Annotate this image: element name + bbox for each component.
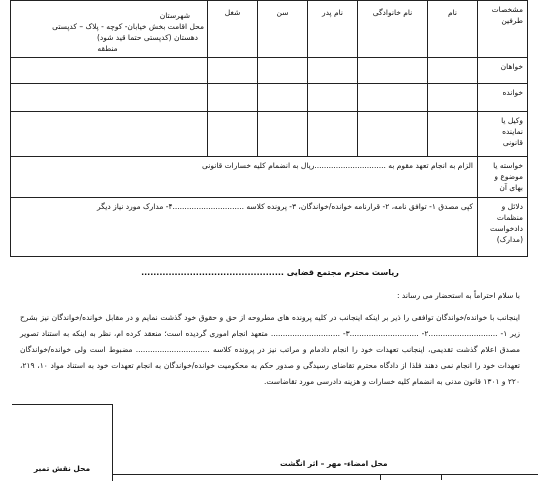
defendant-cell[interactable] (308, 84, 358, 112)
header-job: شغل (208, 1, 258, 58)
header-parties: مشخصات طرفین (478, 1, 528, 58)
parties-table (10, 0, 528, 257)
residence-col: محل اقامت (167, 22, 204, 31)
attorney-row (11, 112, 528, 157)
letter (20, 262, 520, 390)
claim-text[interactable]: الزام به انجام تعهد مقوم به ..............................ریال به انضمام کلیه خسارات قانونی (11, 157, 478, 198)
evidence-text[interactable]: کپی مصدق ۱- توافق نامه، ۲- قرارنامه خوانده/خواندگان، ۳- پرونده کلاسه ..............................۴- مدارک مورد نیاز دیگر (11, 198, 478, 257)
stamp-box (12, 404, 113, 481)
plaintiff-row (11, 58, 528, 84)
defendant-cell[interactable] (208, 84, 258, 112)
residence-city: شهرستان (159, 11, 190, 20)
plaintiff-cell[interactable] (308, 58, 358, 84)
bottom-rule (112, 474, 538, 475)
residence-village: دهستان (کدپستی حتما قید شود) (96, 33, 198, 42)
attorney-cell[interactable] (428, 112, 478, 157)
plaintiff-label: خواهان (478, 58, 528, 84)
attorney-cell[interactable] (308, 112, 358, 157)
claim-label: خواسته یا موضوع و بهای آن (478, 157, 528, 198)
defendant-cell[interactable] (258, 84, 308, 112)
plaintiff-cell[interactable] (258, 58, 308, 84)
attorney-label: وکیل یا نماینده قانونی (478, 112, 528, 157)
attorney-cell[interactable] (208, 112, 258, 157)
plaintiff-cell[interactable] (428, 58, 478, 84)
stamp-label: محل نقش تمبر (33, 464, 91, 473)
letter-body: اینجانب با خوانده/خواندگان توافقی را ذیر بر اینکه اینجانب در کلیه پرونده های مطروحه از حق و حقوق خود گذشت نمایم و در مقابل خوانده/خواندگان نیز بشرح زیر ۱- .............................۲- .............................۳- ............................. متعهد انجام اموری گردیده است؛ منعقد کرده ام، نظر به اینکه به استناد تصویر مصدق اعلام گذشت تقدیمی، اینجانب تعهدات خود را انجام دادمام و مراتب نیز در پرونده کلاسه ............................... مضبوط است ولی خوانده/خواندگان تعهدات خود را انجام نمی دهند فلذا از دادگاه محترم تقاضای رسیدگی و صدور حکم به محکومیت خوانده/خواندگان به انجام تعهدات خود به استناد مواد ۱۰، ۲۱۹، ۲۲۰ و ۱۳۰۱ قانون مدنی به انضمام کلیه خسارات و هزینه دادرسی مورد تقاضاست. (20, 313, 520, 386)
letter-greeting: با سلام احتراماً به استحضار می رساند : (397, 291, 520, 300)
header-residence (11, 1, 208, 58)
plaintiff-cell[interactable] (208, 58, 258, 84)
plaintiff-cell[interactable] (358, 58, 428, 84)
signature-label: محل امضاء- مهر – اثر انگشت (280, 459, 388, 468)
defendant-cell[interactable] (11, 84, 208, 112)
header-row (11, 1, 528, 58)
attorney-cell[interactable] (11, 112, 208, 157)
header-last-name: نام خانوادگی (358, 1, 428, 58)
header-father-name: نام پدر (308, 1, 358, 58)
defendant-cell[interactable] (358, 84, 428, 112)
attorney-cell[interactable] (358, 112, 428, 157)
header-age: سن (258, 1, 308, 58)
bottom-divider (380, 474, 442, 480)
evidence-row (11, 198, 528, 257)
claim-row (11, 157, 528, 198)
header-first-name: نام (428, 1, 478, 58)
defendant-row (11, 84, 528, 112)
defendant-label: خوانده (478, 84, 528, 112)
defendant-cell[interactable] (428, 84, 478, 112)
attorney-cell[interactable] (258, 112, 308, 157)
residence-street: بخش خیابان- کوچه - پلاک – کدپستی (52, 22, 166, 31)
plaintiff-cell[interactable] (11, 58, 208, 84)
letter-title: ریاست محترم مجتمع قضایی ............................................... (141, 268, 399, 277)
evidence-label: دلائل و منظمات دادخواست (مدارک) (478, 198, 528, 257)
residence-region: منطقه (97, 44, 118, 53)
